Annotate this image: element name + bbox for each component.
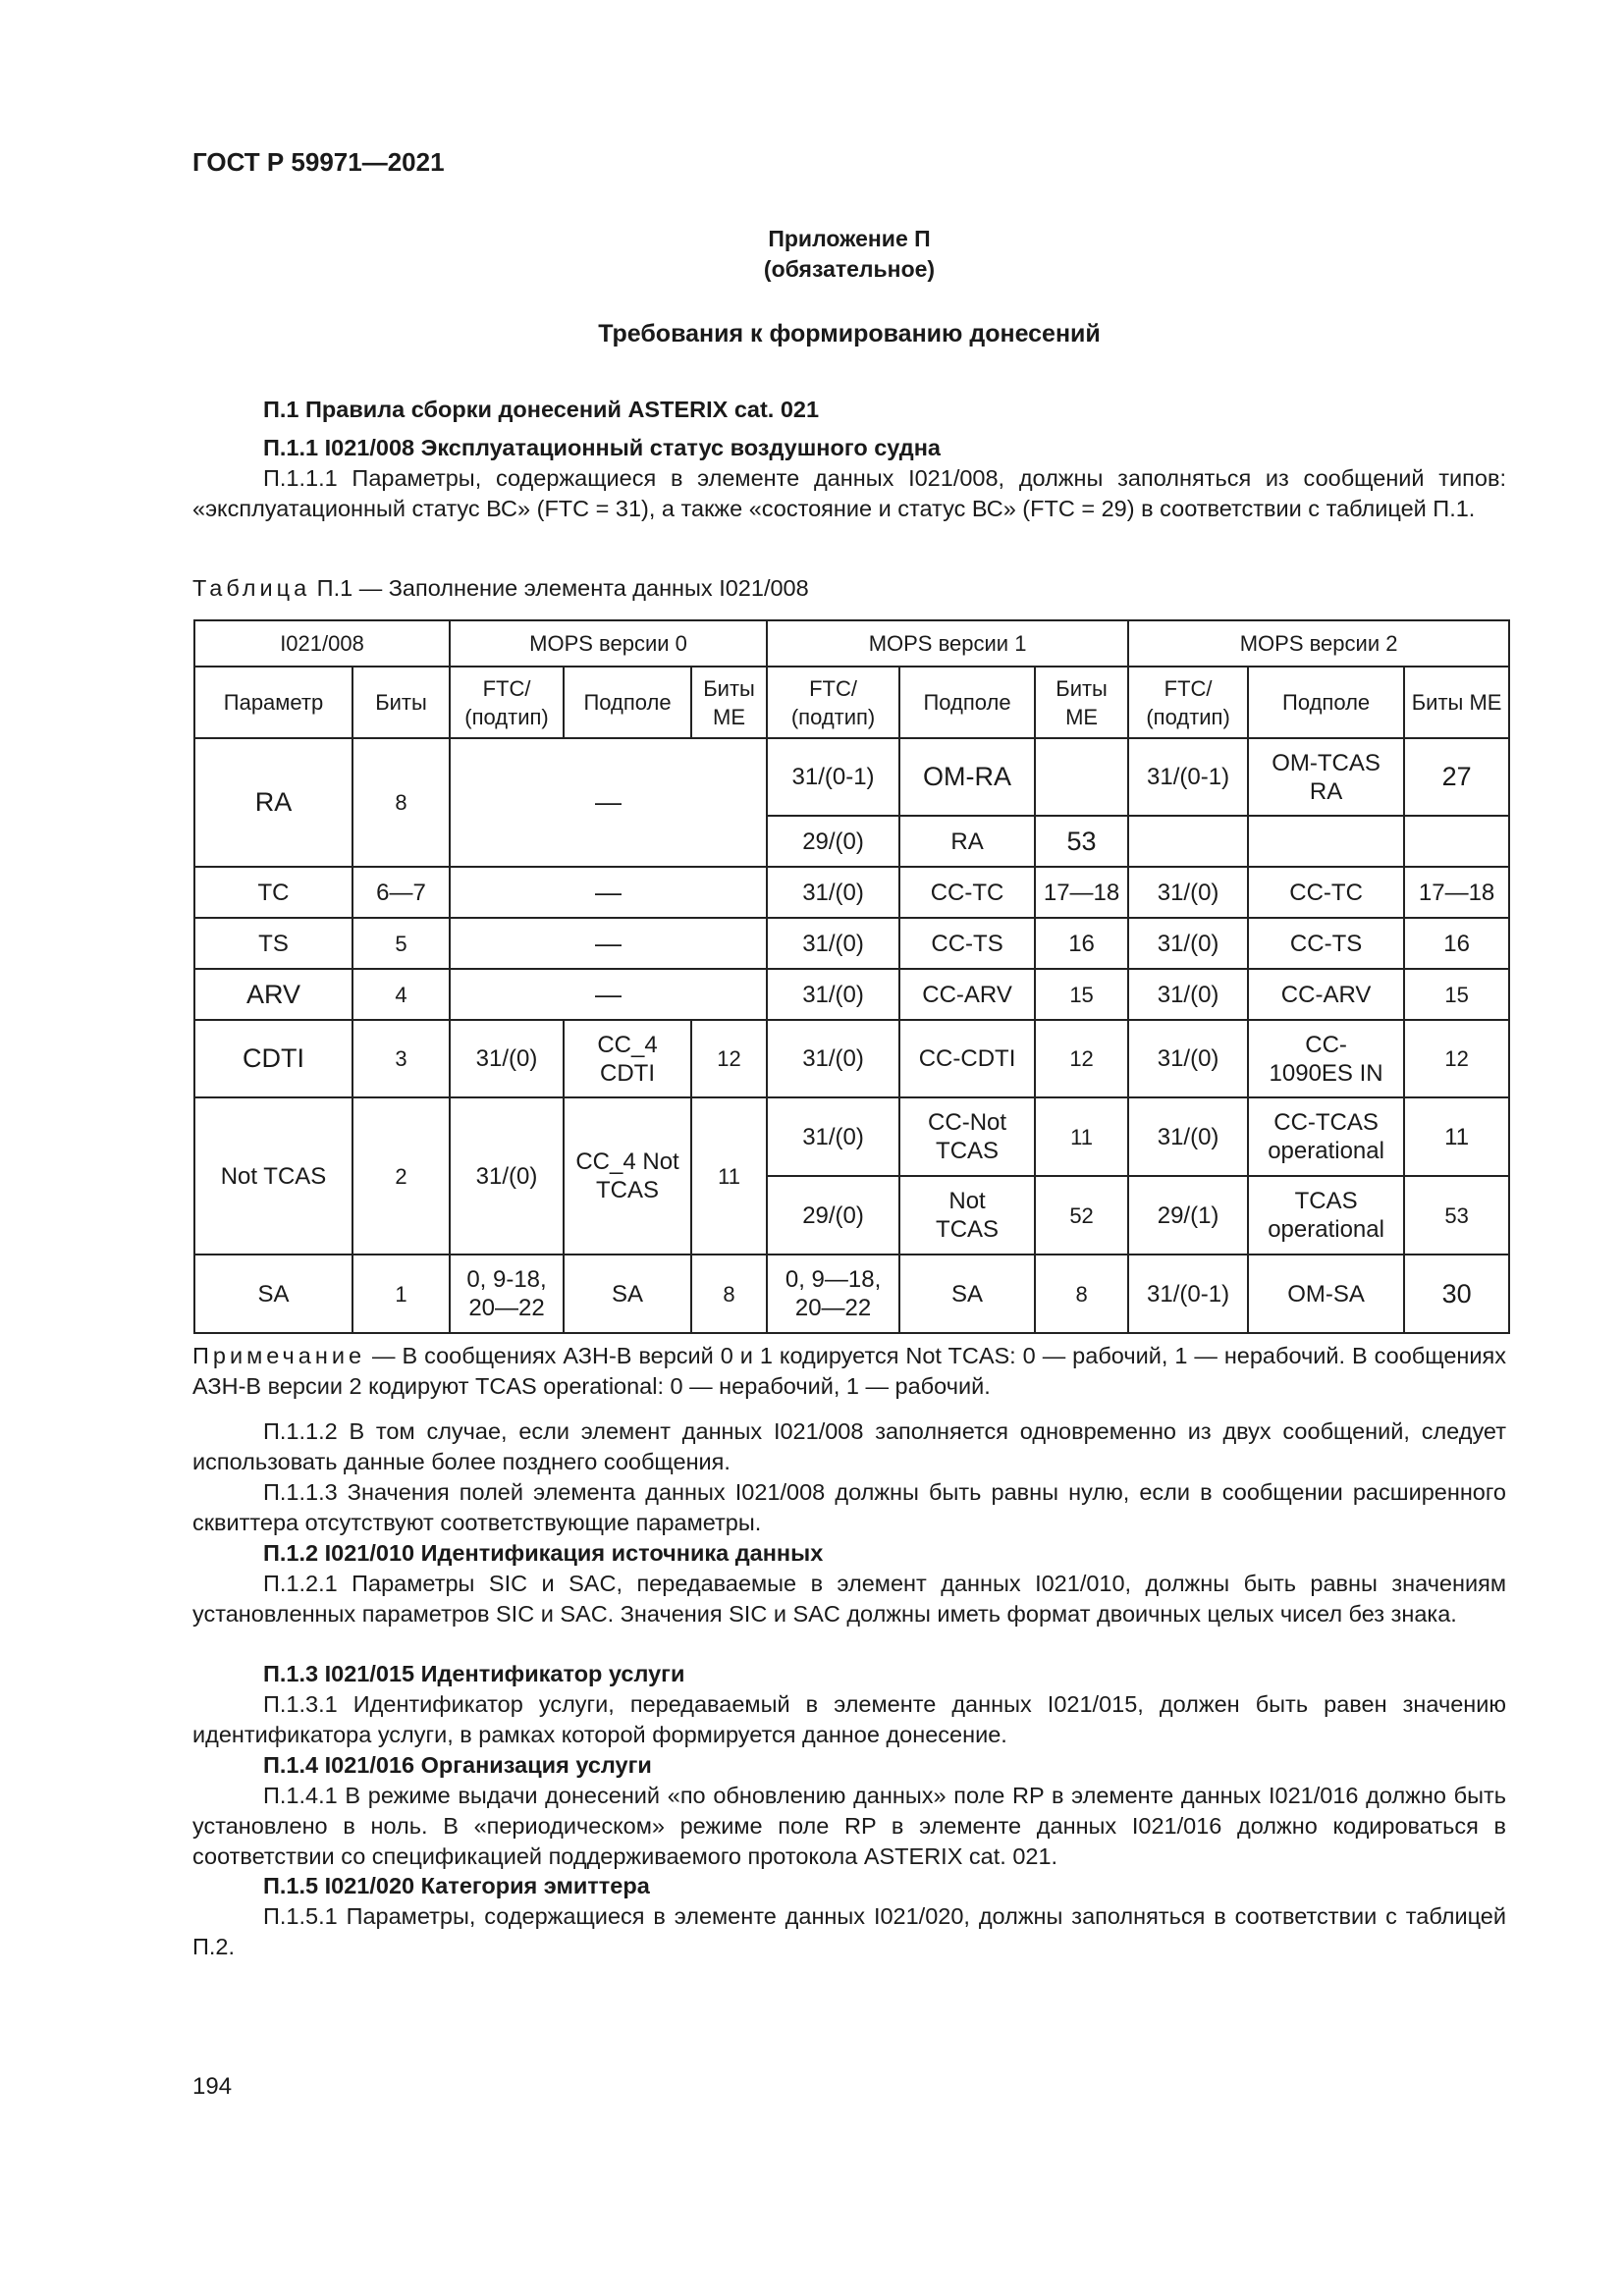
header-cell: Подполе bbox=[899, 667, 1035, 738]
table-cell: 31/(0) bbox=[1128, 867, 1248, 918]
table-row bbox=[194, 1255, 1509, 1333]
paragraph-p112: П.1.1.2 В том случае, если элемент данных I021/008 заполняется одновременно из двух сообщений, следует использовать данные более позднего сообщения. bbox=[192, 1418, 1506, 1474]
table-cell: 31/(0) bbox=[767, 1020, 899, 1097]
table-cell: 1 bbox=[352, 1255, 450, 1333]
header-cell: Параметр bbox=[194, 667, 352, 738]
table-header-row-2 bbox=[194, 667, 1509, 738]
table-cell bbox=[1404, 816, 1509, 867]
header-cell: MOPS версии 2 bbox=[1128, 620, 1509, 667]
table-cell: 31/(0) bbox=[1128, 1020, 1248, 1097]
table-cell: 29/(0) bbox=[767, 1176, 899, 1255]
table-cell: Not TCAS bbox=[194, 1097, 352, 1255]
table-row bbox=[194, 969, 1509, 1020]
table-cell: 53 bbox=[1035, 816, 1128, 867]
header-cell: MOPS версии 1 bbox=[767, 620, 1128, 667]
paragraph-p151: П.1.5.1 Параметры, содержащиеся в элементе данных I021/020, должны заполняться в соответствии с таблицей П.2. bbox=[192, 1903, 1506, 1959]
table-cell bbox=[1248, 816, 1404, 867]
table-cell: CC-CDTI bbox=[899, 1020, 1035, 1097]
table-cell: 15 bbox=[1404, 969, 1509, 1020]
header-cell: I021/008 bbox=[194, 620, 450, 667]
header-cell: FTC/ (подтип) bbox=[767, 667, 899, 738]
table-cell: 4 bbox=[352, 969, 450, 1020]
table-cell: TCAS operational bbox=[1248, 1176, 1404, 1255]
table-cell: 29/(0) bbox=[767, 816, 899, 867]
appendix-title: Приложение П bbox=[768, 226, 931, 251]
paragraph-p111: П.1.1.1 Параметры, содержащиеся в элементе данных I021/008, должны заполняться из сообщений типов: «эксплуатационный статус ВС» (FTC = 31), а также «состояние и статус ВС» (FTC = 29) в соответствии с таблицей П.1. bbox=[192, 465, 1506, 521]
table-cell: CC- 1090ES IN bbox=[1248, 1020, 1404, 1097]
table-cell: CC-Not TCAS bbox=[899, 1097, 1035, 1176]
table-cell: 53 bbox=[1404, 1176, 1509, 1255]
table-cell bbox=[1035, 738, 1128, 816]
table-cell: OM-RA bbox=[899, 738, 1035, 816]
table-note: Примечание — В сообщениях АЗН-В версий 0 и 1 кодируется Not TCAS: 0 — рабочий, 1 — нерабочий. В сообщениях АЗН-В версии 2 кодируют TCAS operational: 0 — нерабочий, 1 — рабочий. bbox=[192, 1343, 1506, 1399]
table-cell: 31/(0) bbox=[450, 1097, 564, 1255]
paragraph-p113: П.1.1.3 Значения полей элемента данных I021/008 должны быть равны нулю, если в сообщении расширенного сквиттера отсутствуют соответствующие параметры. bbox=[192, 1479, 1506, 1535]
table-cell: 6—7 bbox=[352, 867, 450, 918]
paragraph-p131: П.1.3.1 Идентификатор услуги, передаваемый в элементе данных I021/015, должен быть равен значению идентификатора услуги, в рамках которой формируется данное донесение. bbox=[192, 1691, 1506, 1747]
table-row bbox=[194, 867, 1509, 918]
table-cell: SA bbox=[899, 1255, 1035, 1333]
table-p1 bbox=[193, 619, 1510, 1334]
table-cell: — bbox=[450, 867, 767, 918]
section-heading-p1: П.1 Правила сборки донесений ASTERIX cat. 021 bbox=[263, 397, 820, 422]
header-cell: Биты ME bbox=[691, 667, 767, 738]
header-cell: MOPS версии 0 bbox=[450, 620, 767, 667]
table-row bbox=[194, 918, 1509, 969]
table-cell: RA bbox=[899, 816, 1035, 867]
table-cell: 3 bbox=[352, 1020, 450, 1097]
table-cell: 8 bbox=[1035, 1255, 1128, 1333]
table-cell: CC-TS bbox=[899, 918, 1035, 969]
table-cell: 0, 9—18, 20—22 bbox=[767, 1255, 899, 1333]
table-cell: — bbox=[450, 738, 767, 867]
table-cell: ARV bbox=[194, 969, 352, 1020]
header-cell: FTC/ (подтип) bbox=[450, 667, 564, 738]
table-cell: CC-TCAS operational bbox=[1248, 1097, 1404, 1176]
table-cell: 31/(0) bbox=[1128, 969, 1248, 1020]
section-heading-p11: П.1.1 I021/008 Эксплуатационный статус воздушного судна bbox=[263, 435, 941, 460]
table-cell bbox=[1128, 816, 1248, 867]
table-cell: 8 bbox=[352, 738, 450, 867]
header-cell: Биты bbox=[352, 667, 450, 738]
table-cell: OM-TCAS RA bbox=[1248, 738, 1404, 816]
table-cell: SA bbox=[194, 1255, 352, 1333]
table-cell: CC_4 Not TCAS bbox=[564, 1097, 691, 1255]
table-cell: OM-SA bbox=[1248, 1255, 1404, 1333]
page-number: 194 bbox=[192, 2073, 233, 2100]
table-cell: 8 bbox=[691, 1255, 767, 1333]
section-heading-p12: П.1.2 I021/010 Идентификация источника данных bbox=[263, 1540, 824, 1566]
table-cell: 30 bbox=[1404, 1255, 1509, 1333]
table-cell: 17—18 bbox=[1404, 867, 1509, 918]
table-cell: CC-ARV bbox=[1248, 969, 1404, 1020]
table-cell: — bbox=[450, 969, 767, 1020]
header-cell: Подполе bbox=[1248, 667, 1404, 738]
table-cell: CC-ARV bbox=[899, 969, 1035, 1020]
table-header-row-1 bbox=[194, 620, 1509, 667]
table-caption: Таблица П.1 — Заполнение элемента данных I021/008 bbox=[192, 575, 809, 601]
table-cell: 15 bbox=[1035, 969, 1128, 1020]
table-cell: 16 bbox=[1404, 918, 1509, 969]
table-cell: 11 bbox=[1035, 1097, 1128, 1176]
table-cell: 31/(0) bbox=[1128, 1097, 1248, 1176]
table-cell: 27 bbox=[1404, 738, 1509, 816]
table-cell: 31/(0) bbox=[767, 918, 899, 969]
table-cell: Not TCAS bbox=[899, 1176, 1035, 1255]
table-cell: TS bbox=[194, 918, 352, 969]
document-header: ГОСТ Р 59971—2021 bbox=[192, 147, 445, 177]
paragraph-p121: П.1.2.1 Параметры SIC и SAC, передаваемые в элемент данных I021/010, должны быть равны значениям установленных параметров SIC и SAC. Значения SIC и SAC должны иметь формат двоичных целых чисел без знака. bbox=[192, 1571, 1506, 1627]
header-cell: FTC/ (подтип) bbox=[1128, 667, 1248, 738]
table-cell: 31/(0-1) bbox=[1128, 738, 1248, 816]
table-cell: 11 bbox=[691, 1097, 767, 1255]
header-cell: Подполе bbox=[564, 667, 691, 738]
table-cell: CC-TC bbox=[1248, 867, 1404, 918]
table-cell: 12 bbox=[691, 1020, 767, 1097]
section-heading-p13: П.1.3 I021/015 Идентификатор услуги bbox=[263, 1661, 685, 1686]
table-cell: CC-TS bbox=[1248, 918, 1404, 969]
header-cell: Биты ME bbox=[1404, 667, 1509, 738]
table-row bbox=[194, 738, 1509, 816]
table-cell: 29/(1) bbox=[1128, 1176, 1248, 1255]
table-cell: SA bbox=[564, 1255, 691, 1333]
table-cell: 31/(0) bbox=[767, 1097, 899, 1176]
paragraph-p141: П.1.4.1 В режиме выдачи донесений «по обновлению данных» поле RP в элементе данных I021/016 должно быть установлено в ноль. В «периодическом» режиме поле RP в элементе данных I021/016 должно кодироваться в соответствии со спецификацией поддерживаемого протокола ASTERIX cat. 021. bbox=[192, 1783, 1506, 1869]
section-heading-p14: П.1.4 I021/016 Организация услуги bbox=[263, 1752, 652, 1778]
table-cell: CDTI bbox=[194, 1020, 352, 1097]
table-cell: 31/(0-1) bbox=[767, 738, 899, 816]
table-cell: 5 bbox=[352, 918, 450, 969]
document-title: Требования к формированию донесений bbox=[598, 320, 1101, 347]
table-cell: 2 bbox=[352, 1097, 450, 1255]
table-cell: 12 bbox=[1404, 1020, 1509, 1097]
table-cell: TC bbox=[194, 867, 352, 918]
header-cell: Биты ME bbox=[1035, 667, 1128, 738]
section-heading-p15: П.1.5 I021/020 Категория эмиттера bbox=[263, 1873, 650, 1898]
table-cell: 31/(0-1) bbox=[1128, 1255, 1248, 1333]
table-cell: 52 bbox=[1035, 1176, 1128, 1255]
table-cell: RA bbox=[194, 738, 352, 867]
table-cell: 31/(0) bbox=[1128, 918, 1248, 969]
table-cell: 31/(0) bbox=[767, 867, 899, 918]
table-cell: CC-TC bbox=[899, 867, 1035, 918]
table-cell: CC_4 CDTI bbox=[564, 1020, 691, 1097]
table-cell: — bbox=[450, 918, 767, 969]
table-cell: 16 bbox=[1035, 918, 1128, 969]
table-row bbox=[194, 1097, 1509, 1176]
table-cell: 11 bbox=[1404, 1097, 1509, 1176]
table-cell: 31/(0) bbox=[450, 1020, 564, 1097]
table-cell: 31/(0) bbox=[767, 969, 899, 1020]
table-cell: 0, 9-18, 20—22 bbox=[450, 1255, 564, 1333]
table-cell: 17—18 bbox=[1035, 867, 1128, 918]
table-row bbox=[194, 1020, 1509, 1097]
appendix-status: (обязательное) bbox=[763, 256, 936, 282]
table-cell: 12 bbox=[1035, 1020, 1128, 1097]
